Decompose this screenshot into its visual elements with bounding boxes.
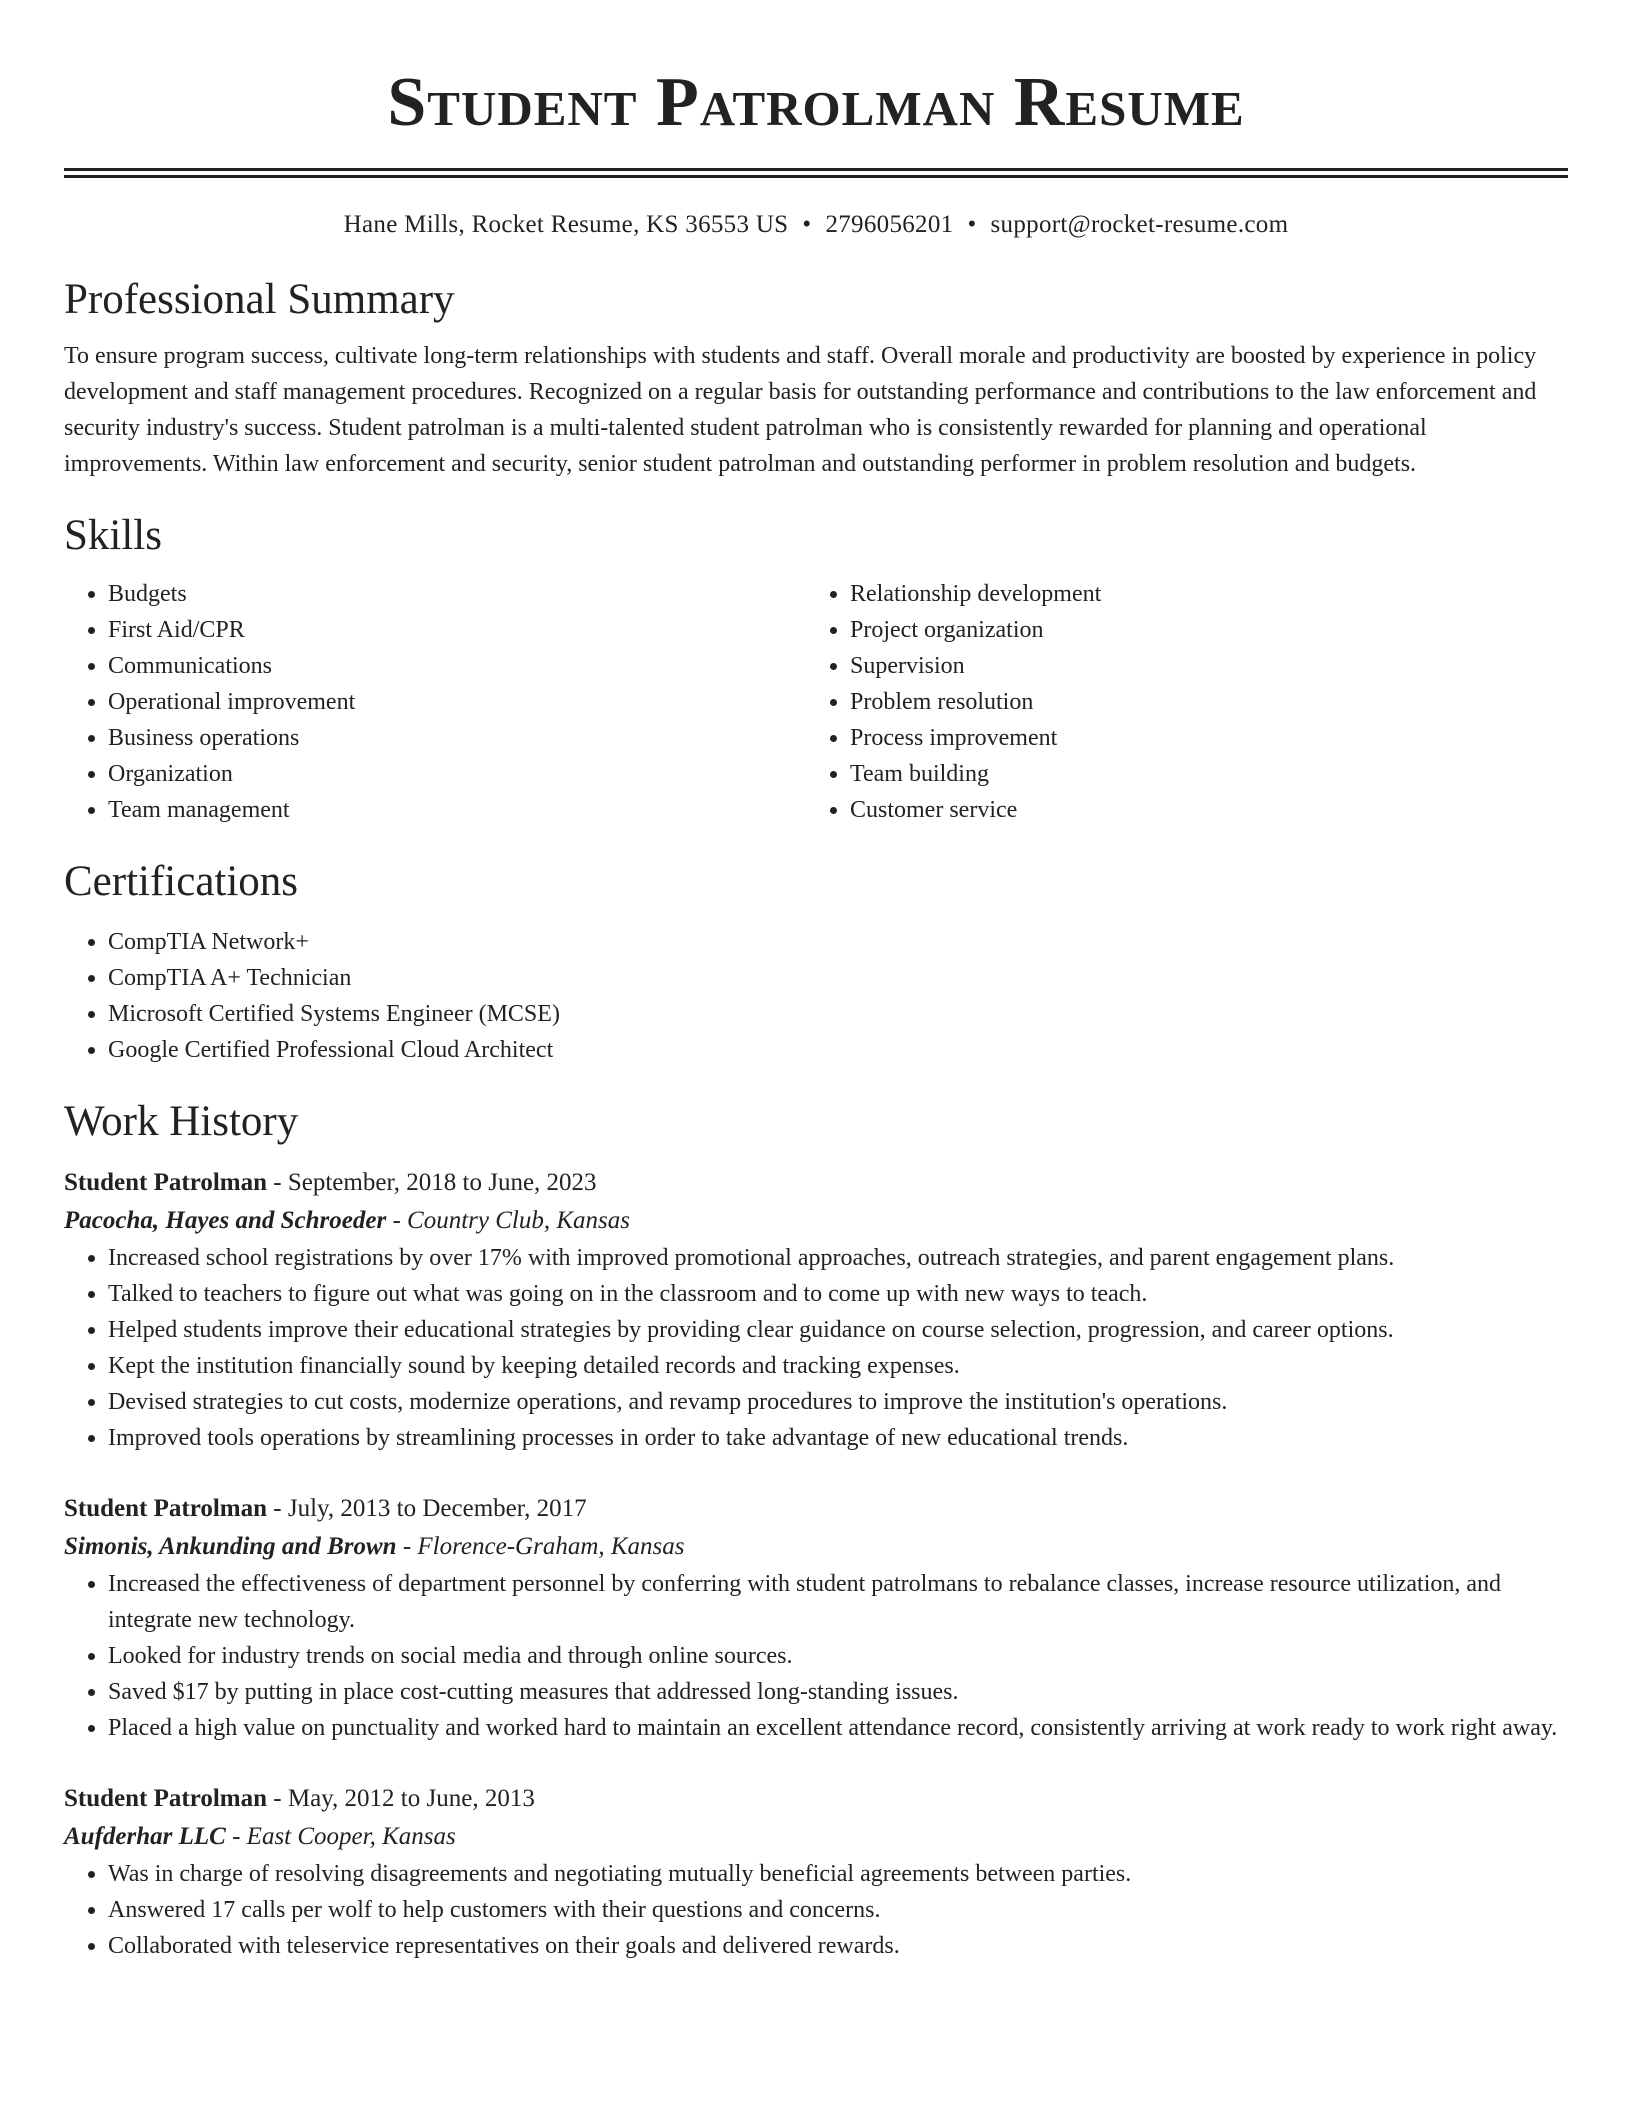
skill-item: • Supervision xyxy=(850,648,1548,684)
job-entry xyxy=(64,1490,1568,1746)
resume-title: Student Patrolman Resume xyxy=(387,64,1245,141)
job-dates: September, 2018 to June, 2023 xyxy=(287,1169,597,1196)
job-bullet: • Saved $17 by putting in place cost-cutting measures that addressed long-standing issues. xyxy=(108,1674,1568,1710)
contact-address: Hane Mills, Rocket Resume, KS 36553 US xyxy=(343,211,789,238)
job-bullet: • Devised strategies to cut costs, modernize operations, and revamp procedures to improve the institution's operations. xyxy=(108,1384,1568,1420)
title-double-rule xyxy=(64,168,1568,178)
job-dates: May, 2012 to June, 2013 xyxy=(287,1785,535,1812)
skill-item: • Project organization xyxy=(850,612,1548,648)
contact-line xyxy=(64,208,1568,242)
job-bullet: • Placed a high value on punctuality and worked hard to maintain an excellent attendance record, consistently arriving at work ready to work right away. xyxy=(108,1710,1568,1746)
skills-left-list xyxy=(64,576,806,828)
job-location: Country Club, Kansas xyxy=(407,1207,630,1234)
skill-item: • Business operations xyxy=(108,720,806,756)
certification-item: • Microsoft Certified Systems Engineer (MCSE) xyxy=(108,996,1568,1032)
job-company: Pacocha, Hayes and Schroeder xyxy=(64,1207,387,1234)
job-bullet: • Improved tools operations by streamlining processes in order to take advantage of new educational trends. xyxy=(108,1420,1568,1456)
job-title-line: Student Patrolman - July, 2013 to December, 2017 xyxy=(64,1495,587,1522)
job-entry xyxy=(64,1164,1568,1456)
contact-email: support@rocket-resume.com xyxy=(990,211,1289,238)
job-dates: July, 2013 to December, 2017 xyxy=(287,1495,587,1522)
summary-heading: Professional Summary xyxy=(64,276,455,323)
skills-columns xyxy=(64,576,1568,828)
job-location: East Cooper, Kansas xyxy=(246,1823,456,1850)
job-bullet: • Answered 17 calls per wolf to help customers with their questions and concerns. xyxy=(108,1892,1568,1928)
job-title: Student Patrolman xyxy=(64,1495,268,1522)
job-bullet: • Collaborated with teleservice representatives on their goals and delivered rewards. xyxy=(108,1928,1568,1964)
skills-section xyxy=(64,508,1568,828)
contact-phone: 2796056201 xyxy=(825,211,954,238)
job-title-line: Student Patrolman - September, 2018 to June, 2023 xyxy=(64,1169,597,1196)
skill-item: • Relationship development xyxy=(850,576,1548,612)
resume-page xyxy=(64,0,1568,1964)
work-history-heading: Work History xyxy=(64,1098,299,1145)
job-bullet: • Helped students improve their educational strategies by providing clear guidance on course selection, progression, and career options. xyxy=(108,1312,1568,1348)
skill-item: • Problem resolution xyxy=(850,684,1548,720)
skill-item: • Budgets xyxy=(108,576,806,612)
skill-item: • Team management xyxy=(108,792,806,828)
job-bullet: • Increased school registrations by over 17% with improved promotional approaches, outreach strategies, and parent engagement plans. xyxy=(108,1240,1568,1276)
certifications-section xyxy=(64,854,1568,1068)
skills-heading: Skills xyxy=(64,512,162,559)
job-company-line: Simonis, Ankunding and Brown - Florence-Graham, Kansas xyxy=(64,1533,685,1560)
skill-item: • Team building xyxy=(850,756,1548,792)
job-entry xyxy=(64,1780,1568,1964)
certifications-heading: Certifications xyxy=(64,858,299,905)
job-title: Student Patrolman xyxy=(64,1169,268,1196)
contact-separator: • xyxy=(967,211,977,238)
skill-item: • Process improvement xyxy=(850,720,1548,756)
job-company: Simonis, Ankunding and Brown xyxy=(64,1533,397,1560)
job-title: Student Patrolman xyxy=(64,1785,268,1812)
skill-item: • First Aid/CPR xyxy=(108,612,806,648)
job-company: Aufderhar LLC xyxy=(64,1823,226,1850)
skill-item: • Customer service xyxy=(850,792,1548,828)
summary-section xyxy=(64,272,1568,482)
job-bullet: • Looked for industry trends on social media and through online sources. xyxy=(108,1638,1568,1674)
skill-item: • Organization xyxy=(108,756,806,792)
job-company-line: Pacocha, Hayes and Schroeder - Country Club, Kansas xyxy=(64,1207,630,1234)
contact-separator: • xyxy=(802,211,812,238)
job-bullet: • Talked to teachers to figure out what was going on in the classroom and to come up with new ways to teach. xyxy=(108,1276,1568,1312)
job-bullets xyxy=(64,1240,1568,1456)
work-history-section xyxy=(64,1094,1568,1964)
certification-item: • CompTIA Network+ xyxy=(108,924,1568,960)
job-location: Florence-Graham, Kansas xyxy=(417,1533,685,1560)
certification-item: • Google Certified Professional Cloud Architect xyxy=(108,1032,1568,1068)
job-bullets xyxy=(64,1566,1568,1746)
summary-text: To ensure program success, cultivate long-term relationships with students and staff. Overall morale and productivity are boosted by experience in policy development and staff management procedures. Recognized on a regular basis for outstanding performance and contributions to the law enforcement and security industry's success. Student patrolman is a multi-talented student patrolman who is consistently rewarded for planning and operational improvements. Within law enforcement and security, senior student patrolman and outstanding performer in problem resolution and budgets. xyxy=(64,343,1537,477)
job-company-line: Aufderhar LLC - East Cooper, Kansas xyxy=(64,1823,456,1850)
skill-item: • Operational improvement xyxy=(108,684,806,720)
certification-item: • CompTIA A+ Technician xyxy=(108,960,1568,996)
job-bullets xyxy=(64,1856,1568,1964)
certifications-list xyxy=(64,924,1568,1068)
job-title-line: Student Patrolman - May, 2012 to June, 2013 xyxy=(64,1785,535,1812)
job-bullet: • Increased the effectiveness of department personnel by conferring with student patrolmans to rebalance classes, increase resource utilization, and integrate new technology. xyxy=(108,1566,1568,1638)
job-bullet: • Was in charge of resolving disagreements and negotiating mutually beneficial agreements between parties. xyxy=(108,1856,1568,1892)
job-bullet: • Kept the institution financially sound by keeping detailed records and tracking expenses. xyxy=(108,1348,1568,1384)
skill-item: • Communications xyxy=(108,648,806,684)
skills-right-list xyxy=(806,576,1548,828)
